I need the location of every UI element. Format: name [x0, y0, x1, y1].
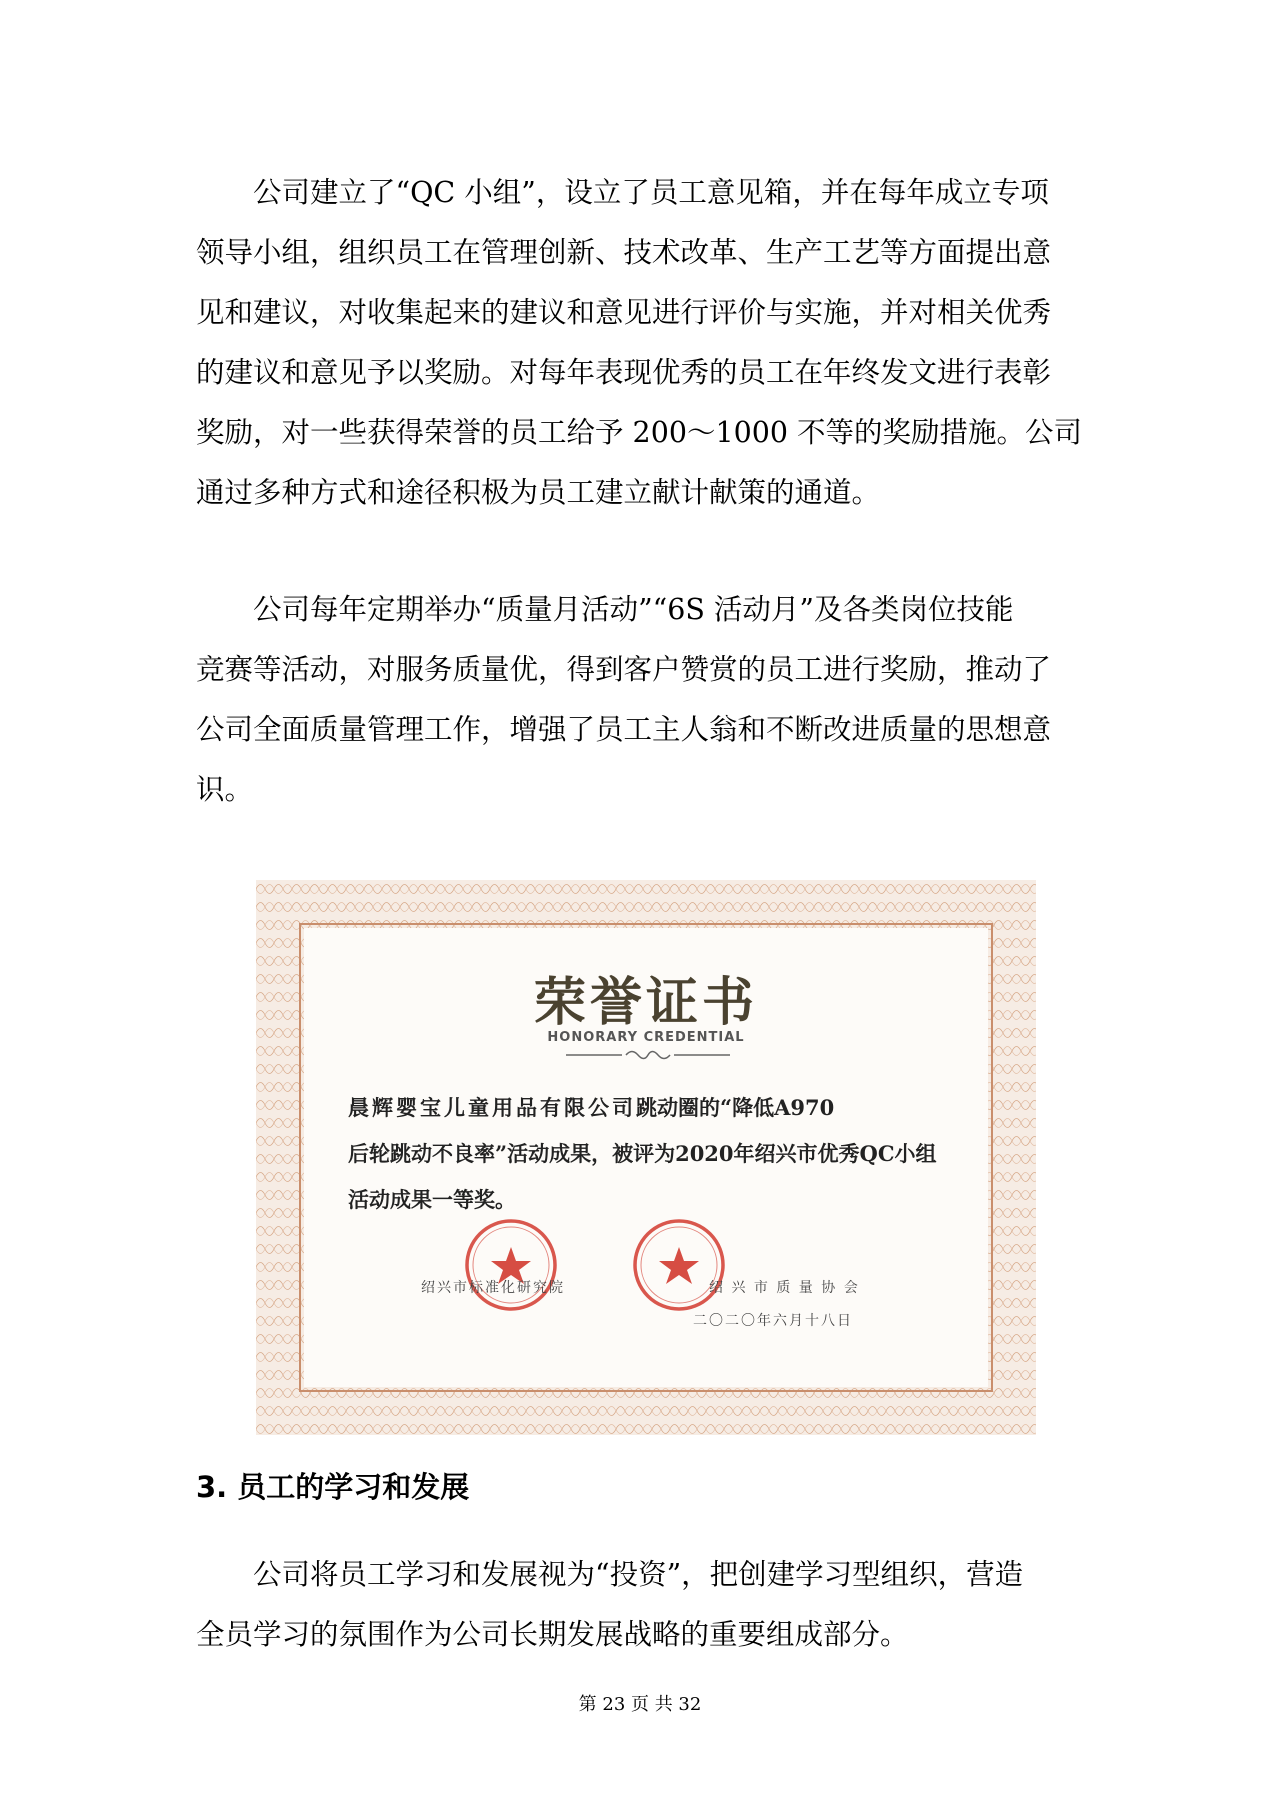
certificate-date: 二〇二〇年六月十八日: [693, 1313, 853, 1329]
red-seal-stamp-icon: [631, 1217, 727, 1313]
text-line: 公司将员工学习和发展视为“投资”，把创建学习型组织，营造: [196, 1558, 1024, 1591]
page-number-footer: 第 23 页 共 32: [578, 1694, 702, 1715]
paragraph-qc-group: [196, 163, 1089, 523]
paragraph-learning: [196, 1545, 1089, 1665]
text-line: 见和建议，对收集起来的建议和意见进行评价与实施，并对相关优秀: [196, 296, 1052, 329]
certificate-body-text: [348, 1085, 948, 1223]
certificate-body-line1-rest: 跳动圈的“降低A970: [636, 1095, 835, 1120]
certificate-body-line: [348, 1085, 948, 1131]
certificate-title: 荣誉证书: [533, 972, 758, 1033]
text-line: 通过多种方式和途径积极为员工建立献计献策的通道。: [196, 476, 881, 509]
certificate-company-name: 晨辉婴宝儿童用品有限公司: [348, 1095, 636, 1120]
text-line: 识。: [196, 773, 254, 806]
certificate-issuer-1: 绍兴市标准化研究院: [421, 1280, 565, 1296]
text-line: 奖励，对一些获得荣誉的员工给予 200～1000 不等的奖励措施。公司: [196, 416, 1083, 449]
text-line: 公司每年定期举办“质量月活动”“6S 活动月”及各类岗位技能: [196, 593, 1014, 626]
text-line: 领导小组，组织员工在管理创新、技术改革、生产工艺等方面提出意: [196, 236, 1052, 269]
text-line: 全员学习的氛围作为公司长期发展战略的重要组成部分。: [196, 1618, 909, 1651]
text-line: 的建议和意见予以奖励。对每年表现优秀的员工在年终发文进行表彰: [196, 356, 1052, 389]
text-line: 公司全面质量管理工作，增强了员工主人翁和不断改进质量的思想意: [196, 713, 1052, 746]
text-line: 竞赛等活动，对服务质量优，得到客户赞赏的员工进行奖励，推动了: [196, 653, 1052, 686]
certificate-subtitle: HONORARY CREDENTIAL: [547, 1030, 745, 1045]
certificate-body-line: 后轮跳动不良率”活动成果，被评为2020年绍兴市优秀QC小组: [348, 1141, 937, 1166]
text-line: 公司建立了“QC 小组”，设立了员工意见箱，并在每年成立专项: [196, 176, 1049, 209]
certificate-issuer-2: 绍 兴 市 质 量 协 会: [709, 1280, 860, 1296]
section-heading: 3. 员工的学习和发展: [196, 1470, 470, 1504]
ornament-divider-icon: [566, 1048, 730, 1062]
paragraph-quality-month: [196, 580, 1089, 820]
certificate-body-line: 活动成果一等奖。: [348, 1187, 516, 1212]
red-seal-stamp-icon: [463, 1217, 559, 1313]
honorary-certificate-image: [256, 880, 1036, 1435]
